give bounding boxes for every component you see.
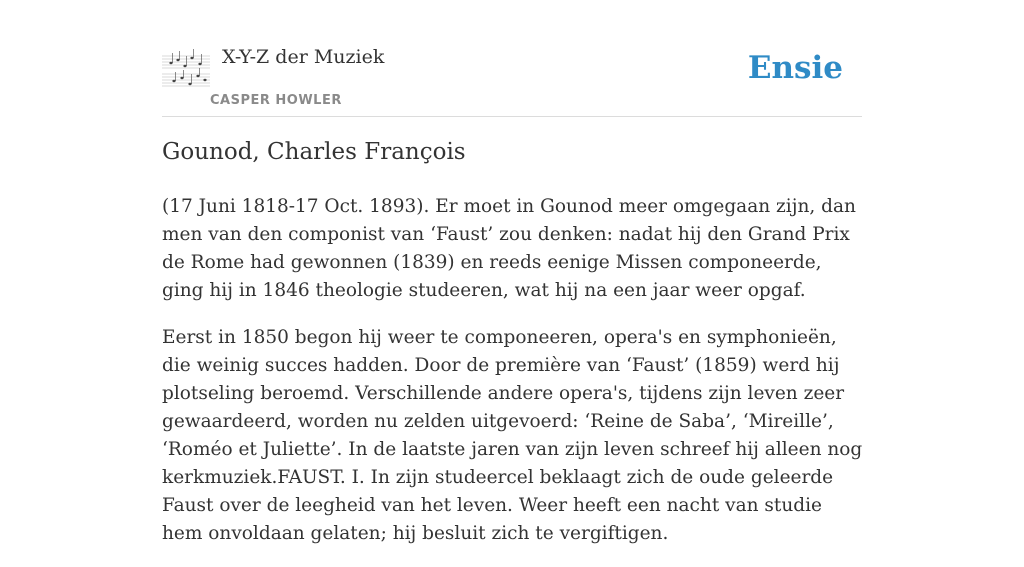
- entry-content: [162, 193, 864, 567]
- paragraph: Eerst in 1850 begon hij weer te componeeren, opera's en symphonieën, die weinig succes hadden. Door de première van ‘Faust’ (1859) werd hij plotseling beroemd. Verschillende andere opera's, tijdens zijn leven zeer gewaardeerd, worden nu zelden uitgevoerd: ‘Reine de Saba’, ‘Mireille’, ‘Roméo et Juliette’. In de laatste jaren van zijn leven schreef hij alleen nog kerkmuziek.FAUST. I. In zijn studeercel beklaagt zich de oude geleerde Faust over de leegheid van het leven. Weer heeft een nacht van studie hem onvoldaan gelaten; hij besluit zich te vergiftigen.: [162, 327, 863, 544]
- book-title[interactable]: X-Y-Z der Muziek: [222, 46, 385, 68]
- sheet-music-icon[interactable]: [162, 46, 210, 88]
- paragraph: (17 Juni 1818-17 Oct. 1893). Er moet in Gounod meer omgegaan zijn, dan men van den componist van ‘Faust’ zou denken: nadat hij den Grand Prix de Rome had gewonnen (1839) en reeds eenige Missen componeerde, ging hij in 1846 theologie studeeren, wat hij na een jaar weer opgaf.: [162, 196, 856, 301]
- header: [162, 40, 862, 117]
- author-name[interactable]: CASPER HOWLER: [210, 93, 342, 108]
- page-title: Gounod, Charles François: [162, 139, 466, 165]
- site-logo[interactable]: Ensie: [747, 50, 843, 86]
